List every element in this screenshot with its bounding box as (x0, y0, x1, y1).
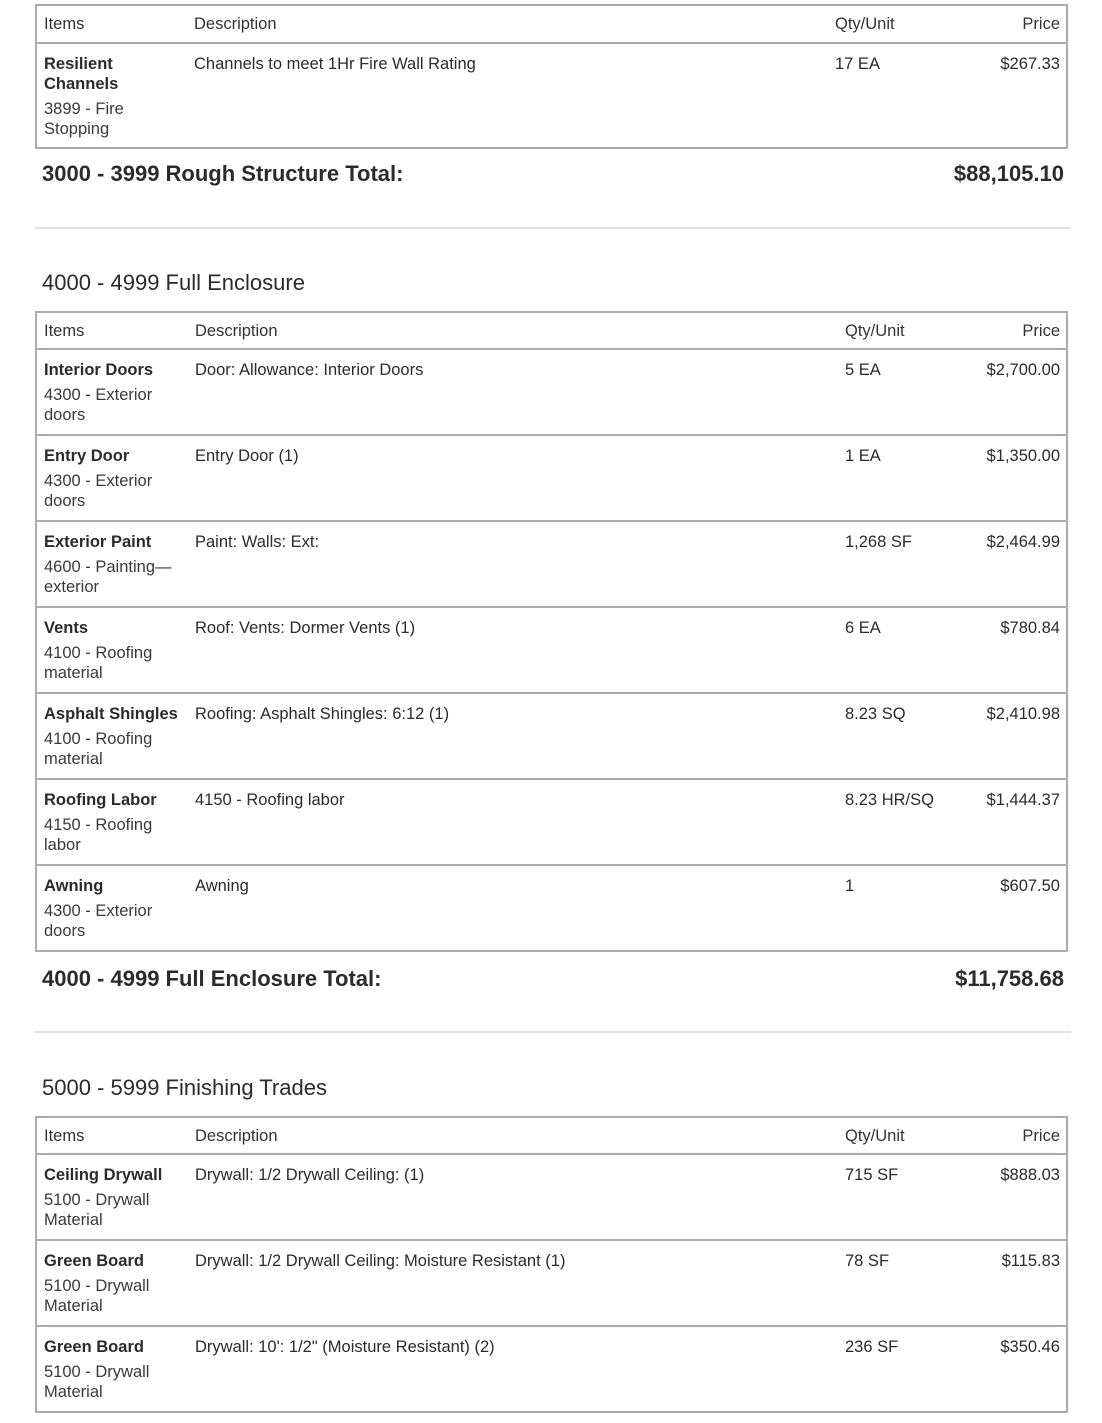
section-total-label: 4000 - 4999 Full Enclosure Total: (42, 966, 382, 991)
header-items: Items (44, 1126, 85, 1145)
section-divider (35, 227, 1071, 229)
table-header (37, 313, 1066, 348)
table-row (37, 1239, 1066, 1325)
item-description: Door: Allowance: Interior Doors (195, 361, 424, 379)
table-row (37, 42, 1066, 147)
item-name: Asphalt Shingles (44, 705, 178, 723)
header-price: Price (1022, 1126, 1060, 1145)
header-items: Items (44, 15, 85, 33)
item-price: $2,700.00 (986, 361, 1060, 379)
section-title: 4000 - 4999 Full Enclosure (42, 270, 305, 295)
item-price: $1,444.37 (986, 791, 1060, 809)
item-description: Awning (195, 877, 249, 895)
table-row (37, 864, 1066, 950)
table-row (37, 348, 1066, 434)
item-code: 3899 - Fire Stopping (44, 100, 124, 138)
header-description: Description (195, 1126, 278, 1145)
item-name: Green Board (44, 1252, 144, 1270)
header-description: Description (194, 15, 277, 33)
table-header (37, 1118, 1066, 1153)
item-description: Drywall: 10': 1/2" (Moisture Resistant) (2) (195, 1338, 495, 1356)
item-name: Entry Door (44, 447, 130, 465)
table-row (37, 434, 1066, 520)
section-divider (35, 1031, 1071, 1033)
item-code: 5100 - Drywall Material (44, 1191, 150, 1229)
table-row (37, 1325, 1066, 1411)
item-qty: 5 EA (845, 361, 881, 379)
item-price: $350.46 (1000, 1338, 1060, 1356)
item-name: Awning (44, 877, 104, 895)
header-items: Items (44, 321, 85, 340)
item-description: Paint: Walls: Ext: (195, 533, 320, 551)
table-row (37, 778, 1066, 864)
section-total-value: $88,105.10 (953, 161, 1064, 186)
table-row (37, 520, 1066, 606)
header-description: Description (195, 321, 278, 340)
item-price: $607.50 (1000, 877, 1060, 895)
item-name: Resilient Channels (44, 55, 119, 93)
item-name: Ceiling Drywall (44, 1166, 163, 1184)
section-title: 5000 - 5999 Finishing Trades (42, 1075, 327, 1100)
item-qty: 1,268 SF (845, 533, 912, 551)
item-code: 5100 - Drywall Material (44, 1363, 150, 1401)
item-code: 4600 - Painting—exterior (44, 558, 172, 596)
item-code: 4150 - Roofing labor (44, 816, 153, 854)
item-name: Vents (44, 619, 89, 637)
item-code: 4100 - Roofing material (44, 730, 153, 768)
full-enclosure-table (35, 311, 1068, 952)
rough-structure-table (35, 4, 1068, 149)
item-description: Roofing: Asphalt Shingles: 6:12 (1) (195, 705, 450, 723)
item-code: 4300 - Exterior doors (44, 472, 153, 510)
item-price: $2,464.99 (986, 533, 1060, 551)
item-qty: 1 EA (845, 447, 881, 465)
section-total-value: $11,758.68 (955, 966, 1064, 991)
item-qty: 6 EA (845, 619, 881, 637)
item-price: $888.03 (1000, 1166, 1060, 1184)
item-price: $267.33 (1000, 55, 1060, 73)
item-code: 4300 - Exterior doors (44, 902, 153, 940)
item-name: Green Board (44, 1338, 144, 1356)
item-description: Drywall: 1/2 Drywall Ceiling: (1) (195, 1166, 425, 1184)
header-qty: Qty/Unit (835, 15, 895, 33)
header-qty: Qty/Unit (845, 321, 905, 340)
item-name: Exterior Paint (44, 533, 152, 551)
item-qty: 236 SF (845, 1338, 899, 1356)
header-price: Price (1022, 15, 1060, 33)
item-price: $2,410.98 (986, 705, 1060, 723)
item-qty: 8.23 HR/SQ (845, 791, 934, 809)
item-qty: 8.23 SQ (845, 705, 906, 723)
item-description: 4150 - Roofing labor (195, 791, 345, 809)
item-qty: 1 (845, 877, 855, 895)
item-qty: 78 SF (845, 1252, 890, 1270)
table-row (37, 1153, 1066, 1239)
table-row (37, 692, 1066, 778)
table-header (37, 6, 1066, 42)
table-row (37, 606, 1066, 692)
item-description: Entry Door (1) (195, 447, 299, 465)
item-description: Drywall: 1/2 Drywall Ceiling: Moisture Resistant (1) (195, 1252, 566, 1270)
item-description: Roof: Vents: Dormer Vents (1) (195, 619, 416, 637)
item-name: Roofing Labor (44, 791, 157, 809)
finishing-trades-table (35, 1116, 1068, 1413)
section-total (42, 161, 1064, 187)
item-qty: 17 EA (835, 55, 880, 73)
item-qty: 715 SF (845, 1166, 899, 1184)
section-total (42, 966, 1064, 992)
item-code: 5100 - Drywall Material (44, 1277, 150, 1315)
item-code: 4300 - Exterior doors (44, 386, 153, 424)
item-price: $1,350.00 (986, 447, 1060, 465)
header-qty: Qty/Unit (845, 1126, 905, 1145)
section-total-label: 3000 - 3999 Rough Structure Total: (42, 161, 404, 186)
item-code: 4100 - Roofing material (44, 644, 153, 682)
header-price: Price (1022, 321, 1060, 340)
item-price: $115.83 (1001, 1252, 1060, 1270)
item-description: Channels to meet 1Hr Fire Wall Rating (194, 55, 476, 73)
item-name: Interior Doors (44, 361, 154, 379)
item-price: $780.84 (1000, 619, 1060, 637)
